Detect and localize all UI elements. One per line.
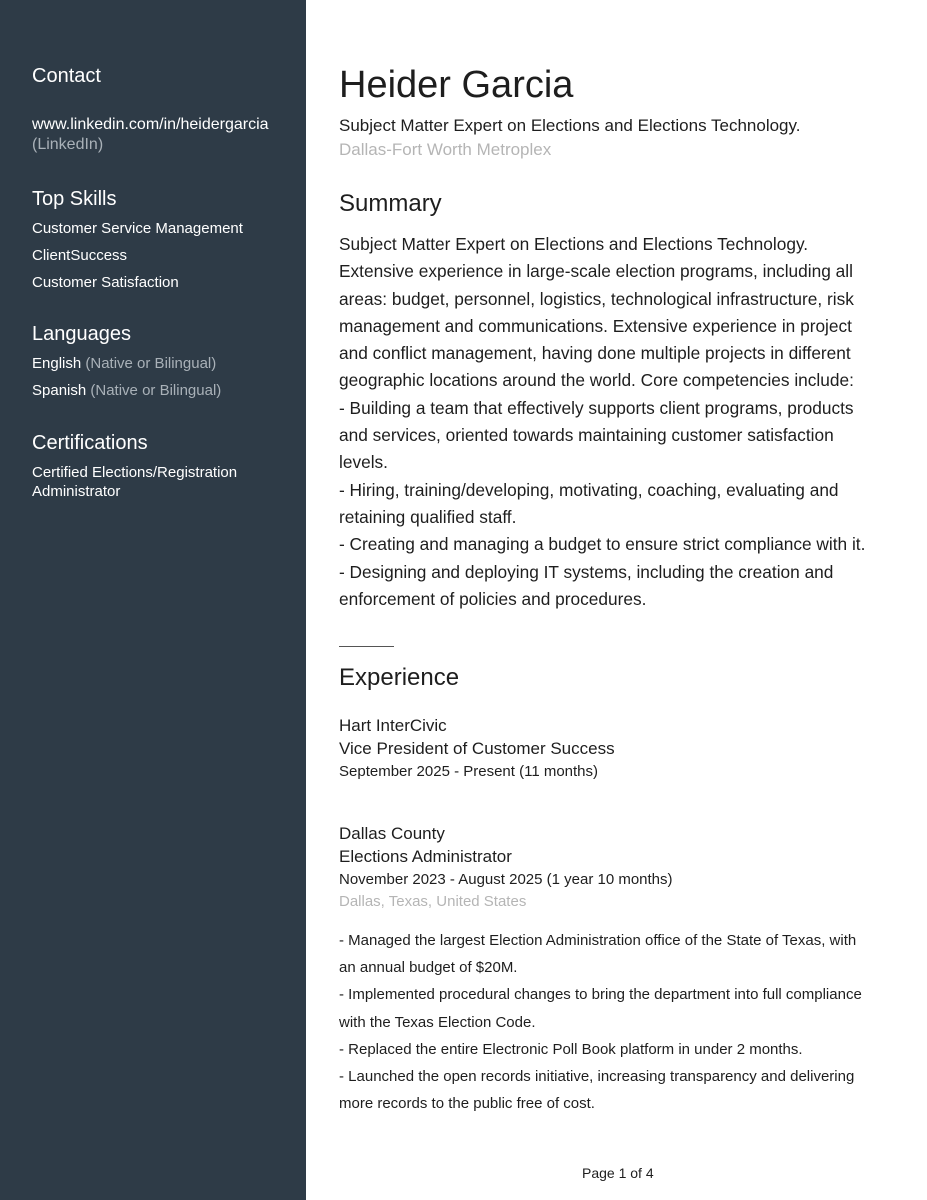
job-role: Vice President of Customer Success <box>339 739 615 758</box>
language-level: (Native or Bilingual) <box>90 382 222 399</box>
summary-line: - Creating and managing a budget to ensure strict compliance with it. <box>339 534 866 555</box>
skills-heading: Top Skills <box>32 188 117 210</box>
summary-line: - Building a team that effectively supports client programs, products <box>339 397 854 418</box>
linkedin-link[interactable]: www.linkedin.com/in/heidergarcia <box>32 116 269 133</box>
skill-item: Customer Satisfaction <box>32 274 179 291</box>
summary-line: retaining qualified staff. <box>339 506 517 527</box>
certification-line: Certified Elections/Registration <box>32 464 238 481</box>
summary-line: management and communications. Extensive experience in project <box>339 315 852 336</box>
languages-section <box>32 322 294 400</box>
summary-title: Summary <box>339 190 442 217</box>
certifications-heading: Certifications <box>32 432 148 454</box>
summary-line: and services, oriented towards maintaining customer satisfaction <box>339 425 834 446</box>
sidebar <box>0 0 306 1200</box>
page-number: Page 1 of 4 <box>582 1165 654 1181</box>
job-bullet-line: with the Texas Election Code. <box>339 1013 536 1031</box>
language-name: Spanish <box>32 382 87 399</box>
summary-line: Subject Matter Expert on Elections and Elections Technology. <box>339 234 809 254</box>
job-dates: November 2023 - August 2025 (1 year 10 months) <box>339 871 673 888</box>
linkedin-note: (LinkedIn) <box>32 136 104 153</box>
certification-line: Administrator <box>32 483 121 500</box>
summary-line: levels. <box>339 452 388 473</box>
job-bullet-line: - Implemented procedural changes to bring the department into full compliance <box>339 986 862 1004</box>
job-bullet-line: - Launched the open records initiative, increasing transparency and delivering <box>339 1068 855 1086</box>
summary-line: geographic locations around the world. Core competencies include: <box>339 370 854 391</box>
job-dates: September 2025 - Present (11 months) <box>339 763 599 780</box>
job-bullet-line: - Managed the largest Election Administration office of the State of Texas, with <box>339 932 857 949</box>
skill-item: ClientSuccess <box>32 247 128 264</box>
skills-section <box>32 187 294 292</box>
language-item <box>32 381 294 400</box>
summary-line: enforcement of policies and procedures. <box>339 588 647 609</box>
job-entry <box>339 715 899 783</box>
summary-text <box>339 231 899 613</box>
language-level: (Native or Bilingual) <box>85 355 217 372</box>
summary-line: - Designing and deploying IT systems, including the creation and <box>339 561 834 582</box>
summary-line: Extensive experience in large-scale election programs, including all <box>339 261 853 282</box>
contact-section <box>32 64 294 155</box>
job-bullets <box>339 927 899 1117</box>
profile-location: Dallas-Fort Worth Metroplex <box>339 140 552 159</box>
job-bullet-line: - Replaced the entire Electronic Poll Book platform in under 2 months. <box>339 1040 803 1058</box>
job-role: Elections Administrator <box>339 847 512 866</box>
certifications-section <box>32 431 294 501</box>
job-location: Dallas, Texas, United States <box>339 893 527 910</box>
job-entry <box>339 823 899 1117</box>
experience-title: Experience <box>339 664 460 691</box>
profile-headline: Subject Matter Expert on Elections and Elections Technology. <box>339 116 801 135</box>
languages-heading: Languages <box>32 323 131 345</box>
language-item <box>32 354 294 373</box>
summary-line: - Hiring, training/developing, motivating, coaching, evaluating and <box>339 479 839 500</box>
section-divider <box>339 646 394 647</box>
language-name: English <box>32 355 82 372</box>
summary-line: areas: budget, personnel, logistics, technological infrastructure, risk <box>339 288 854 309</box>
job-bullet-line: more records to the public free of cost. <box>339 1095 595 1113</box>
contact-heading: Contact <box>32 65 101 87</box>
profile-name: Heider Garcia <box>339 64 574 106</box>
job-company: Dallas County <box>339 824 445 843</box>
summary-line: and conflict management, having done multiple projects in different <box>339 343 851 364</box>
skill-item: Customer Service Management <box>32 220 243 237</box>
job-bullet-line: an annual budget of $20M. <box>339 959 518 977</box>
job-company: Hart InterCivic <box>339 716 447 735</box>
